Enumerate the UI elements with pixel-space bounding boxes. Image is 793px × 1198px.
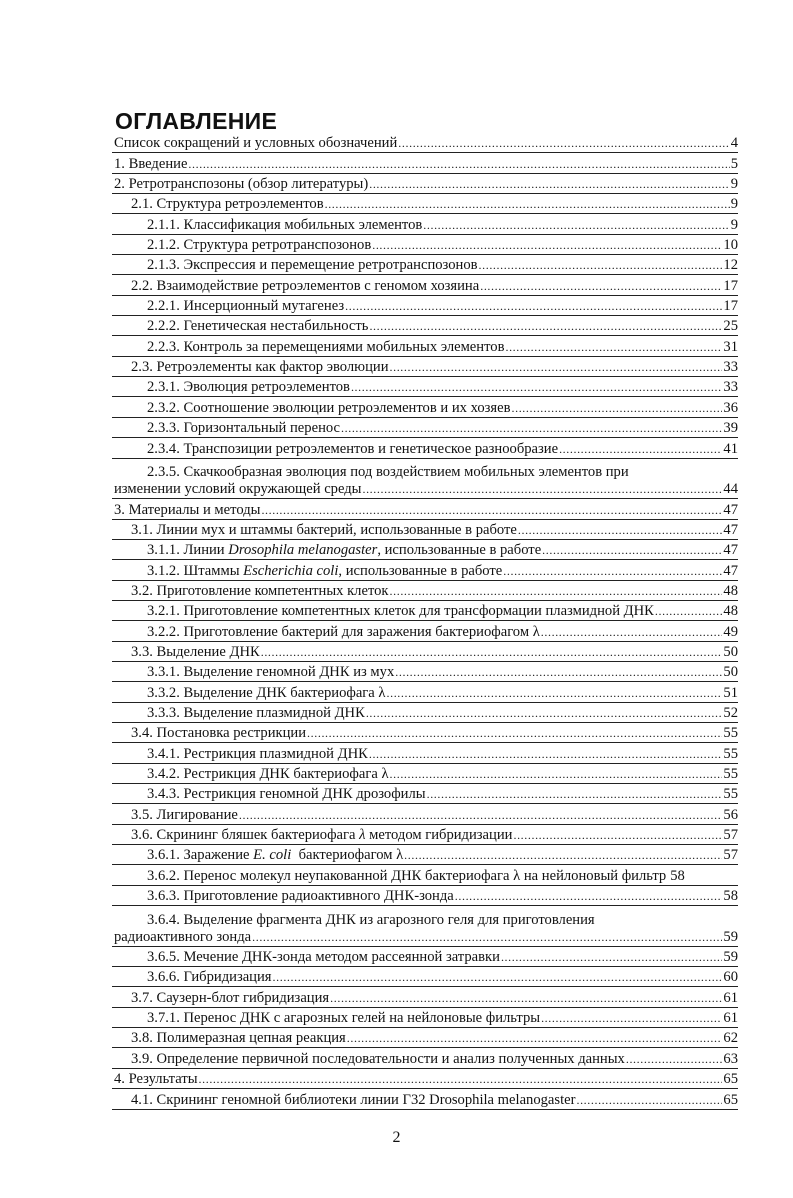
dot-leader	[480, 278, 722, 295]
dot-leader	[518, 522, 723, 539]
dot-leader	[273, 969, 723, 986]
toc-entry-page: 55	[723, 745, 738, 762]
dot-leader	[512, 400, 723, 417]
toc-entry-title-italic: λ	[359, 827, 366, 844]
toc-entry[interactable]	[112, 947, 738, 967]
dot-leader	[501, 949, 722, 966]
toc-entry-page: 36	[723, 399, 738, 416]
dot-leader	[307, 725, 722, 742]
dot-leader	[455, 888, 723, 905]
toc-entry-page: 57	[723, 847, 738, 864]
toc-entry-title: 3.1.2. Штаммы	[147, 562, 244, 579]
toc-entry[interactable]	[112, 764, 738, 784]
toc-entry-page: 44	[723, 481, 738, 498]
dot-leader	[390, 766, 723, 783]
dot-leader	[390, 359, 723, 376]
toc-entry-page: 47	[723, 521, 738, 538]
toc-entry[interactable]	[112, 1069, 738, 1089]
toc-entry-title: 2.1.2. Структура ретротранспозонов	[147, 237, 372, 254]
dot-leader	[576, 1092, 722, 1109]
dot-leader	[505, 339, 722, 356]
toc-entry[interactable]	[112, 723, 738, 743]
toc-entry[interactable]	[112, 357, 738, 377]
toc-entry-page: 33	[723, 359, 738, 376]
dot-leader	[325, 196, 730, 213]
dot-leader	[366, 705, 723, 722]
toc-entry-page: 65	[723, 1091, 738, 1108]
dot-leader	[372, 237, 722, 254]
dot-leader	[369, 176, 729, 193]
dot-leader	[369, 318, 722, 335]
dot-leader	[513, 827, 722, 844]
toc-entry-page: 55	[723, 766, 738, 782]
toc-entry[interactable]	[112, 662, 738, 682]
dot-leader	[188, 156, 729, 173]
toc-entry-page: 33	[723, 379, 738, 396]
dot-leader	[542, 542, 722, 559]
toc-entry[interactable]	[112, 825, 738, 845]
dot-leader	[423, 217, 729, 234]
toc-entry-title: 2.3.3. Горизонтальный перенос	[147, 420, 341, 437]
toc-entry-title: 2.3.4. Транспозиции ретроэлементов и генетическое разнообразие	[147, 440, 559, 457]
toc-entry[interactable]	[112, 743, 738, 763]
toc-entry-title: 3.8. Полимеразная цепная реакция	[131, 1030, 346, 1047]
toc-entry-title-rest: , использованные в работе	[377, 542, 542, 559]
toc-entry[interactable]	[112, 642, 738, 662]
toc-entry[interactable]	[112, 804, 738, 824]
toc-entry-title: 4. Результаты	[114, 1071, 198, 1088]
toc-entry[interactable]	[112, 397, 738, 417]
toc-entry-title: Список сокращений и условных обозначений	[114, 135, 398, 152]
toc-entry-page: 4	[730, 135, 738, 152]
toc-entry-title: 3.6.6. Гибридизация	[147, 969, 272, 986]
toc-entry-title: 2.3.2. Соотношение эволюции ретроэлементов и их хозяев	[147, 399, 511, 416]
dot-leader	[398, 135, 729, 152]
toc-entry-title: 3.2.2. Приготовление бактерий для заражения бактериофагом λ	[147, 623, 540, 640]
toc-entry[interactable]	[112, 336, 738, 356]
toc-entry[interactable]	[112, 987, 738, 1007]
toc-entry-title-rest: методом гибридизации	[365, 827, 513, 844]
toc-entry-title: 1. Введение	[114, 155, 188, 172]
toc-entry-page: 50	[723, 664, 738, 681]
toc-entry-page: 5	[730, 155, 738, 172]
toc-entry-title-cont: изменении условий окружающей среды	[114, 481, 362, 498]
dot-leader	[404, 847, 722, 864]
toc-entry[interactable]	[112, 235, 738, 255]
dot-leader	[479, 257, 723, 274]
toc-entry-title: 3.9. Определение первичной последовательности и анализ полученных данных	[131, 1050, 625, 1067]
toc-entry-page: 39	[723, 420, 738, 437]
toc-entry-page: 59	[723, 928, 738, 945]
toc-entry[interactable]	[112, 153, 738, 173]
toc-entry-page: 48	[723, 582, 738, 599]
toc-entry[interactable]	[112, 377, 738, 397]
toc-entry-page: 58	[670, 867, 685, 884]
toc-entry[interactable]	[112, 275, 738, 295]
toc-entry-title: 3.6.1. Заражение	[147, 847, 254, 864]
dot-leader	[239, 807, 722, 824]
dot-leader	[330, 990, 722, 1007]
toc-entry[interactable]	[112, 886, 738, 906]
toc-entry[interactable]	[112, 601, 738, 621]
toc-entry[interactable]	[112, 418, 738, 438]
dot-leader	[387, 685, 723, 702]
toc-entry-title: 2.3.5. Скачкообразная эволюция под воздействием мобильных элементов при	[147, 464, 629, 481]
toc-entry-page: 47	[723, 562, 738, 579]
toc-entry-title: 3.1. Линии мух и штаммы бактерий, использованные в работе	[131, 521, 517, 538]
toc-entry-title: 2.2.2. Генетическая нестабильность	[147, 318, 369, 335]
toc-entry-page: 17	[723, 298, 738, 315]
dot-leader	[541, 1010, 722, 1027]
toc-entry-title: 3.2.1. Приготовление компетентных клеток для трансформации плазмидной ДНК	[147, 603, 654, 620]
toc-entry-page: 59	[723, 949, 738, 966]
dot-leader	[655, 603, 723, 620]
toc-entry[interactable]	[112, 214, 738, 234]
dot-leader	[395, 664, 722, 681]
toc-entry[interactable]	[112, 255, 738, 275]
dot-leader	[390, 583, 723, 600]
dot-leader	[427, 786, 723, 803]
toc-entry-page: 47	[723, 542, 738, 559]
dot-leader	[559, 441, 722, 458]
toc-entry-title: 3.6.5. Мечение ДНК-зонда методом рассеянной затравки	[147, 949, 500, 966]
toc-entry-title: 3.7. Саузерн-блот гибридизация	[131, 989, 330, 1006]
toc-entry[interactable]	[112, 1028, 738, 1048]
page-title: ОГЛАВЛЕНИЕ	[115, 108, 278, 134]
toc-entry-title: 4.1. Скрининг геномной библиотеки линии Г32 Drosophila melanogaster	[131, 1091, 576, 1108]
toc-entry-title: 2.2. Взаимодействие ретроэлементов с геномом хозяина	[131, 277, 480, 294]
toc-entry[interactable]	[112, 845, 738, 865]
dot-leader	[541, 624, 723, 641]
toc-entry[interactable]	[112, 682, 738, 702]
toc-entry[interactable]	[112, 459, 738, 500]
toc-entry-title: 3.6.2. Перенос молекул неупакованной ДНК бактериофага λ на нейлоновый фильтр	[147, 867, 667, 884]
toc-entry[interactable]	[112, 133, 738, 153]
toc-entry[interactable]	[112, 1048, 738, 1068]
toc-entry[interactable]	[112, 621, 738, 641]
dot-leader	[261, 502, 722, 519]
toc-entry[interactable]	[112, 438, 738, 458]
dot-leader	[261, 644, 723, 661]
toc-entry-page: 55	[723, 786, 738, 803]
dot-leader	[341, 420, 722, 437]
toc-entry-title: 3.7.1. Перенос ДНК с агарозных гелей на нейлоновые фильтры	[147, 1010, 541, 1027]
toc-entry-page: 31	[723, 338, 738, 355]
toc-entry-page: 58	[723, 888, 738, 905]
toc-entry-page: 63	[723, 1050, 738, 1067]
toc-entry-page: 55	[723, 725, 738, 742]
toc-entry[interactable]	[112, 499, 738, 519]
toc-entry-page: 12	[723, 257, 738, 274]
toc-entry-page: 25	[723, 318, 738, 335]
toc-entry-title: 3.5. Лигирование	[131, 806, 238, 823]
toc-entry[interactable]	[112, 906, 738, 947]
toc-entry-page: 57	[723, 827, 738, 844]
toc-entry-page: 9	[730, 176, 738, 193]
toc-entry-page: 56	[723, 806, 738, 823]
toc-entry-page: 48	[723, 603, 738, 620]
toc-entry-page: 65	[723, 1071, 738, 1088]
toc-entry-page: 52	[723, 704, 738, 721]
toc-entry-title-rest: , использованные в работе	[338, 562, 503, 579]
toc-entry[interactable]	[112, 194, 738, 214]
toc-entry-title: 2.1.3. Экспрессия и перемещение ретротранспозонов	[147, 257, 478, 274]
dot-leader	[351, 379, 722, 396]
toc-entry[interactable]	[112, 174, 738, 194]
toc-entry[interactable]	[112, 1008, 738, 1028]
toc-entry-title: 2.3.1. Эволюция ретроэлементов	[147, 379, 350, 396]
dot-leader	[252, 929, 722, 946]
toc-entry-title: 2.2.1. Инсерционный мутагенез	[147, 298, 345, 315]
toc-entry-title-italic: Drosophila melanogaster	[228, 542, 378, 559]
toc-entry[interactable]	[112, 703, 738, 723]
toc-entry-page: 10	[723, 237, 738, 254]
toc-entry-title: 2. Ретротранспозоны (обзор литературы)	[114, 176, 369, 193]
toc-entry[interactable]	[112, 540, 738, 560]
toc-entry-title: 3.6. Скрининг бляшек бактериофага	[131, 827, 360, 844]
toc-entry-title: 3.2. Приготовление компетентных клеток	[131, 582, 389, 599]
toc-entry-title: 3.4.1. Рестрикция плазмидной ДНК	[147, 745, 368, 762]
toc-entry-page: 61	[723, 989, 738, 1006]
toc-entry[interactable]	[112, 1089, 738, 1109]
dot-leader	[347, 1030, 723, 1047]
toc-entry[interactable]	[112, 520, 738, 540]
toc-entry-title: 2.1.1. Классификация мобильных элементов	[147, 216, 423, 233]
toc-entry-title: 3.3.2. Выделение ДНК бактериофага λ	[147, 684, 386, 701]
toc-entry[interactable]	[112, 316, 738, 336]
table-of-contents	[112, 133, 738, 1110]
dot-leader	[345, 298, 722, 315]
dot-leader	[626, 1051, 723, 1068]
dot-leader	[199, 1071, 723, 1088]
toc-entry-title: 2.1. Структура ретроэлементов	[131, 196, 324, 213]
toc-entry-page: 41	[723, 440, 738, 457]
toc-entry-title: 3.4. Постановка рестрикции	[131, 725, 307, 742]
toc-entry-title-rest: бактериофагом λ	[291, 847, 404, 864]
toc-entry-title: 2.3. Ретроэлементы как фактор эволюции	[131, 359, 389, 376]
toc-entry-title: 3.6.3. Приготовление радиоактивного ДНК-зонда	[147, 888, 454, 905]
toc-entry[interactable]	[112, 560, 738, 580]
toc-entry[interactable]	[112, 296, 738, 316]
toc-entry-page: 51	[723, 684, 738, 701]
toc-entry-page: 62	[723, 1030, 738, 1047]
toc-entry-page: 61	[723, 1010, 738, 1027]
toc-entry-title: 2.2.3. Контроль за перемещениями мобильных элементов	[147, 338, 505, 355]
toc-entry-page: 47	[723, 501, 738, 518]
toc-entry[interactable]	[112, 967, 738, 987]
toc-entry-title: 3.4.3. Рестрикция геномной ДНК дрозофилы	[147, 786, 426, 803]
page-number: 2	[392, 1129, 401, 1146]
toc-entry-page: 60	[723, 969, 738, 986]
toc-entry[interactable]	[112, 581, 738, 601]
toc-entry-title: 3.3.3. Выделение плазмидной ДНК	[147, 704, 365, 721]
toc-entry-page: 9	[730, 196, 738, 213]
toc-entry-title-italic: E. coli	[253, 847, 292, 864]
toc-entry-title: 3. Материалы и методы	[114, 501, 261, 518]
toc-entry[interactable]	[112, 784, 738, 804]
toc-entry-page: 49	[723, 623, 738, 640]
dot-leader	[369, 746, 723, 763]
toc-entry[interactable]	[112, 865, 738, 885]
toc-entry-page: 9	[730, 216, 738, 233]
dot-leader	[503, 563, 722, 580]
toc-entry-title: 3.4.2. Рестрикция ДНК бактериофага λ	[147, 766, 389, 782]
toc-entry-title: 3.1.1. Линии	[147, 542, 229, 559]
toc-entry-title-italic: Escherichia coli	[243, 562, 339, 579]
dot-leader	[362, 481, 722, 498]
toc-entry-title-cont: радиоактивного зонда	[114, 928, 252, 945]
toc-entry-title: 3.3. Выделение ДНК	[131, 643, 260, 660]
toc-entry-page: 17	[723, 277, 738, 294]
toc-entry-title: 3.3.1. Выделение геномной ДНК из мух	[147, 664, 395, 681]
toc-entry-page: 50	[723, 643, 738, 660]
toc-entry-title: 3.6.4. Выделение фрагмента ДНК из агарозного геля для приготовления	[147, 911, 595, 928]
